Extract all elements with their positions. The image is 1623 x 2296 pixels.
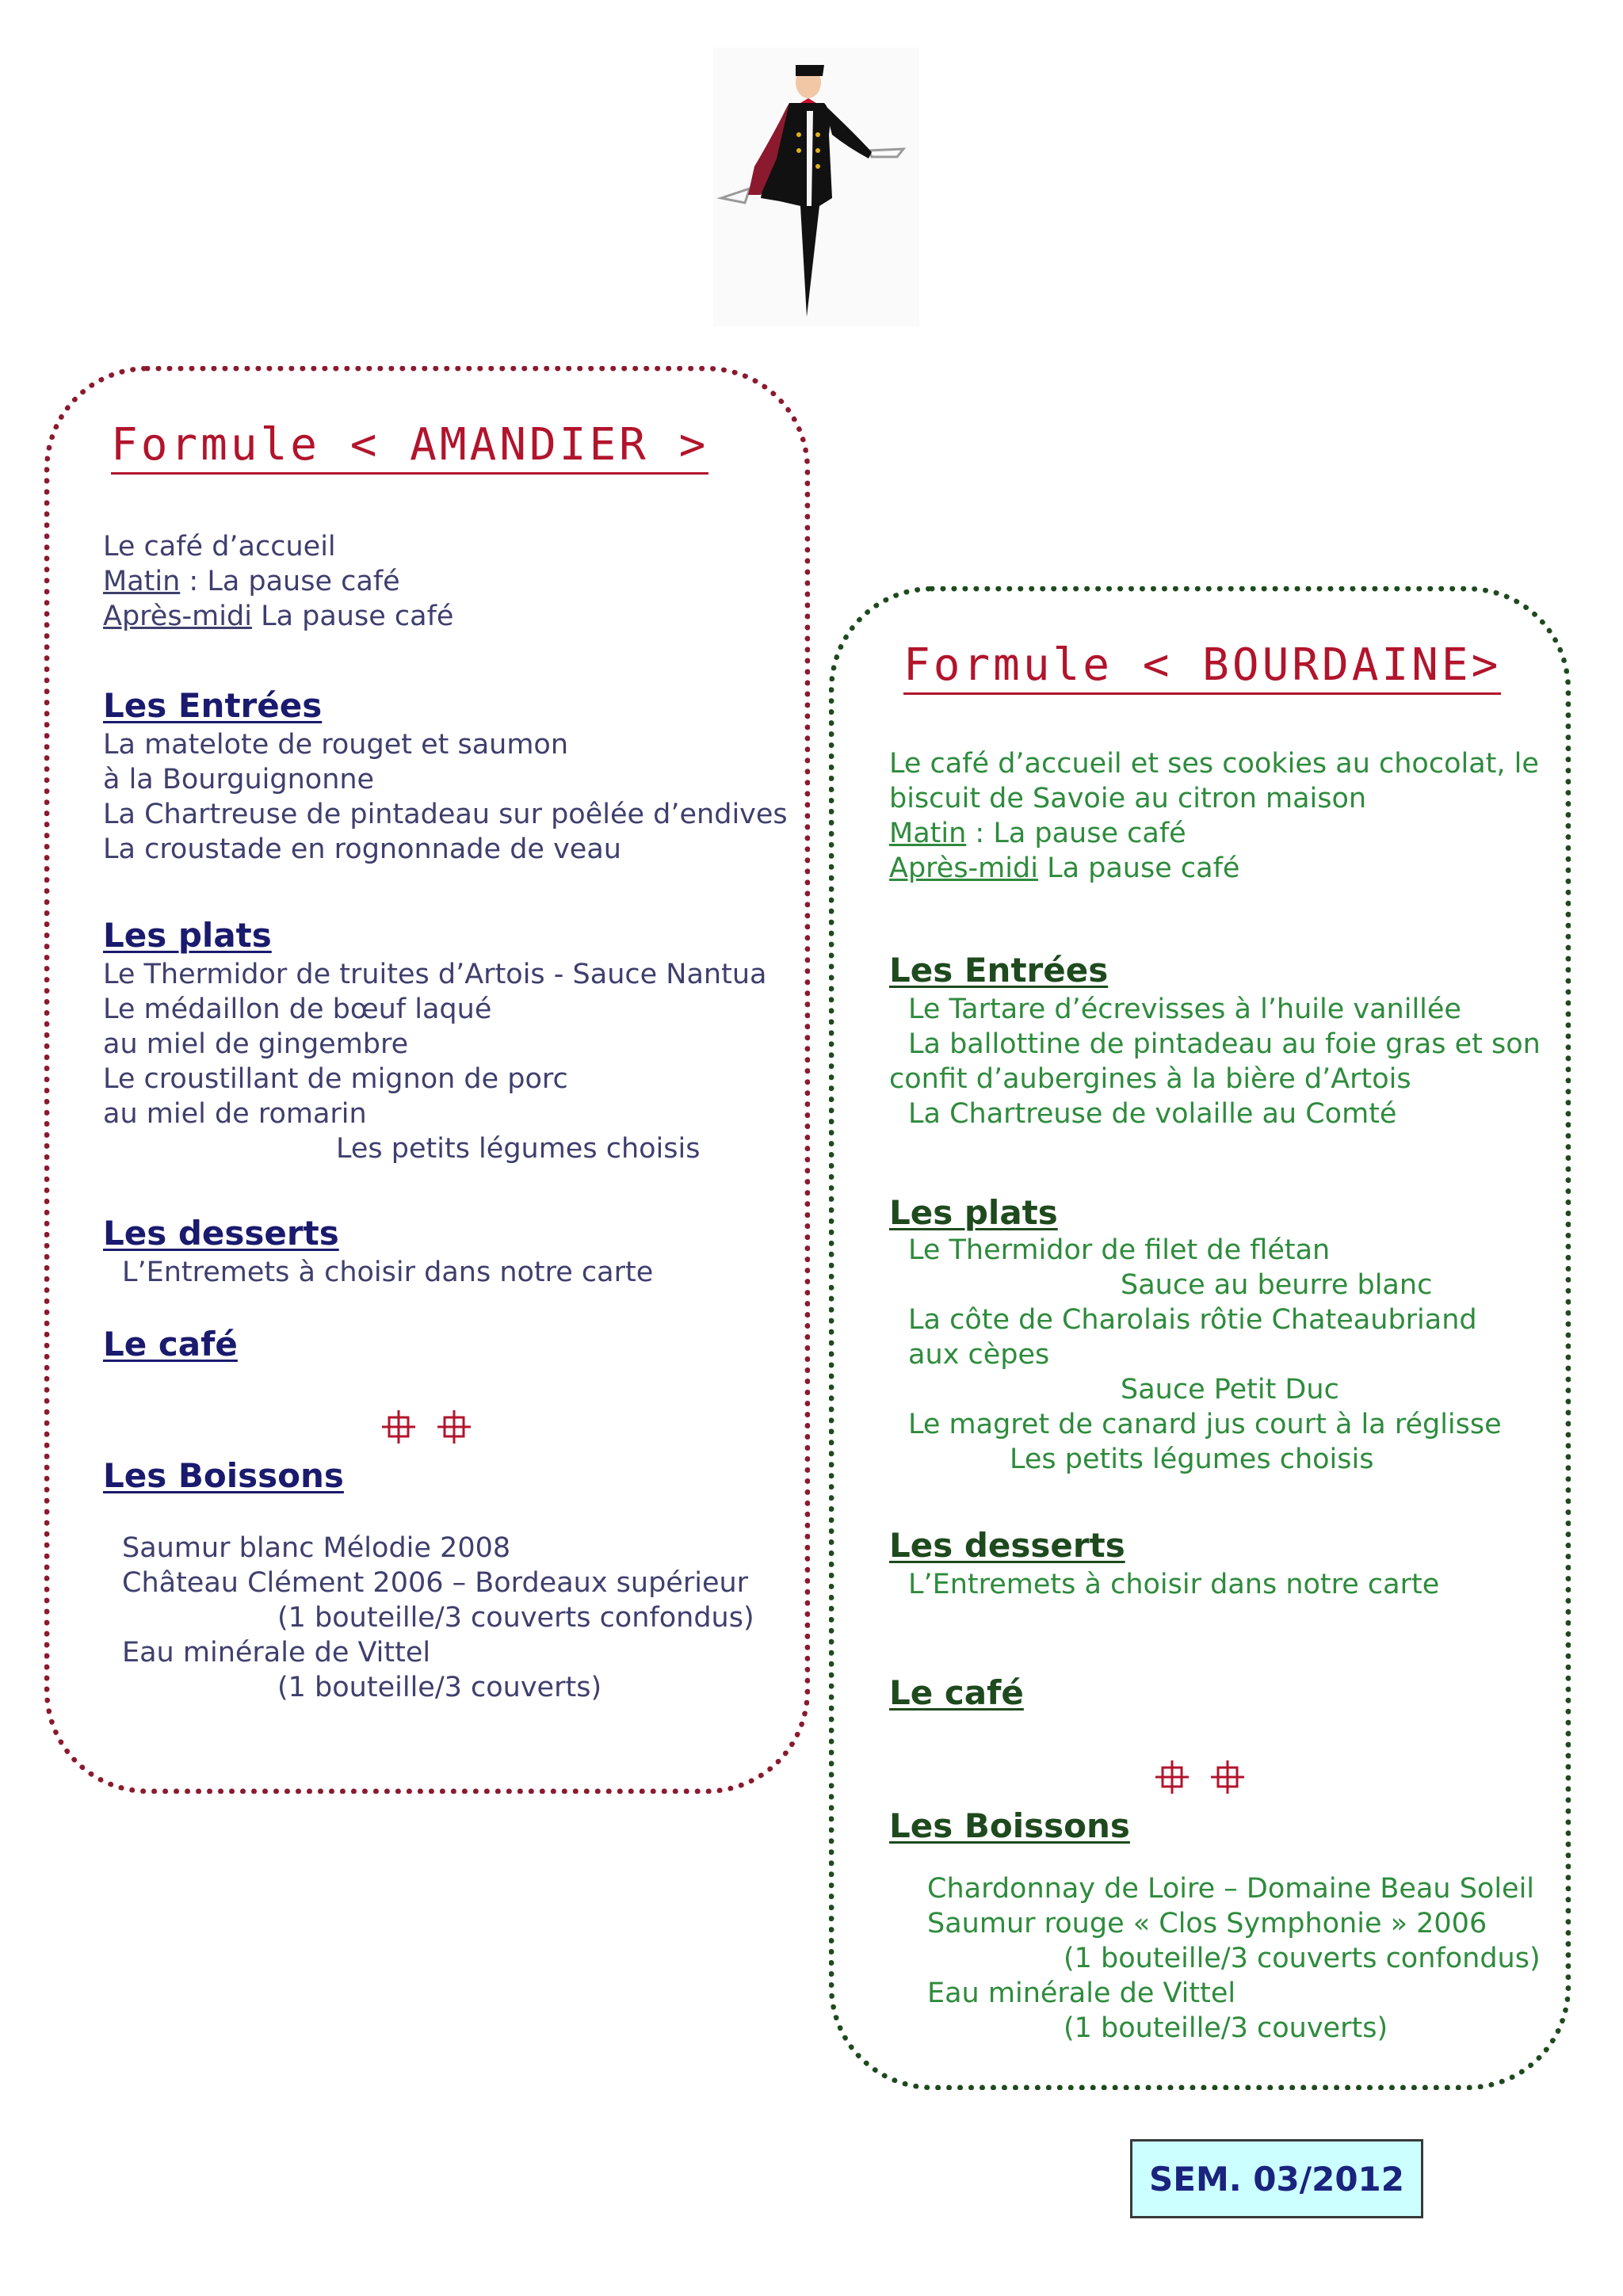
amandier-matin-link[interactable]: Matin xyxy=(103,566,181,597)
bourdaine-plat-item: Le Thermidor de filet de flétan xyxy=(908,1234,1331,1266)
amandier-plat-item: au miel de romarin xyxy=(103,1098,367,1130)
amandier-intro-2 xyxy=(103,564,400,599)
amandier-intro-1: Le café d’accueil xyxy=(103,531,336,563)
waiter-illustration-icon xyxy=(713,48,919,326)
amandier-dessert-item: L’Entremets à choisir dans notre carte xyxy=(122,1257,654,1288)
bourdaine-plat-item: Sauce Petit Duc xyxy=(1121,1374,1339,1405)
cross-ornament-icon xyxy=(382,1410,415,1444)
bourdaine-intro-2: biscuit de Savoie au citron maison xyxy=(889,783,1367,814)
amandier-boisson-item: (1 bouteille/3 couverts) xyxy=(277,1672,602,1703)
bourdaine-boisson-item: Chardonnay de Loire – Domaine Beau Soleil xyxy=(927,1873,1535,1905)
bourdaine-plats-heading: Les plats xyxy=(889,1193,1058,1232)
reference-text: SEM. 03/2012 xyxy=(1149,2159,1404,2199)
bourdaine-plat-item: aux cèpes xyxy=(908,1339,1050,1371)
cross-ornament-icon xyxy=(437,1410,471,1444)
reference-stamp xyxy=(1130,2139,1423,2218)
amandier-boisson-item: Eau minérale de Vittel xyxy=(122,1637,431,1669)
amandier-matin-text: : La pause café xyxy=(180,566,400,597)
bourdaine-boisson-item: (1 bouteille/3 couverts confondus) xyxy=(1064,1943,1541,1974)
amandier-plat-item: Le médaillon de bœuf laqué xyxy=(103,994,492,1025)
bourdaine-intro-3 xyxy=(889,816,1186,851)
formule-bourdaine-title: Formule < BOURDAINE> xyxy=(903,643,1501,695)
amandier-cafe-heading: Le café xyxy=(103,1325,238,1363)
bourdaine-entree-item: La ballottine de pintadeau au foie gras et son xyxy=(908,1028,1541,1060)
amandier-entree-item: La croustade en rognonnade de veau xyxy=(103,833,621,865)
bourdaine-apres-midi-link[interactable]: Après-midi xyxy=(889,852,1038,884)
amandier-intro-3 xyxy=(103,599,453,634)
formule-amandier-title: Formule < AMANDIER > xyxy=(111,423,708,475)
cross-ornament-icon xyxy=(1211,1760,1244,1794)
bourdaine-boisson-item: Eau minérale de Vittel xyxy=(927,1978,1236,2009)
bourdaine-plat-item: Les petits légumes choisis xyxy=(1010,1444,1374,1475)
amandier-entree-item: La Chartreuse de pintadeau sur poêlée d’endives xyxy=(103,799,788,830)
bourdaine-apres-midi-text: La pause café xyxy=(1037,852,1240,884)
bourdaine-plat-item: Le magret de canard jus court à la réglisse xyxy=(908,1409,1502,1440)
bourdaine-entree-item: confit d’aubergines à la bière d’Artois xyxy=(889,1063,1411,1095)
amandier-entrees-heading: Les Entrées xyxy=(103,686,323,725)
bourdaine-matin-link[interactable]: Matin xyxy=(889,818,967,849)
bourdaine-boisson-item: Saumur rouge « Clos Symphonie » 2006 xyxy=(927,1908,1487,1939)
amandier-plat-item: Les petits légumes choisis xyxy=(336,1133,701,1165)
bourdaine-entree-item: Le Tartare d’écrevisses à l’huile vanillée xyxy=(908,994,1461,1025)
bourdaine-intro-1: Le café d’accueil et ses cookies au chocolat, le xyxy=(889,748,1539,780)
amandier-entree-item: La matelote de rouget et saumon xyxy=(103,729,569,761)
bourdaine-entree-item: La Chartreuse de volaille au Comté xyxy=(908,1098,1397,1130)
bourdaine-entrees-heading: Les Entrées xyxy=(889,951,1109,990)
amandier-plat-item: Le croustillant de mignon de porc xyxy=(103,1063,568,1095)
amandier-entree-item: à la Bourguignonne xyxy=(103,764,375,795)
bourdaine-cafe-heading: Le café xyxy=(889,1673,1024,1712)
bourdaine-desserts-heading: Les desserts xyxy=(889,1526,1125,1565)
amandier-plats-heading: Les plats xyxy=(103,916,272,955)
amandier-boissons-heading: Les Boissons xyxy=(103,1456,344,1495)
amandier-plat-item: Le Thermidor de truites d’Artois - Sauce Nantua xyxy=(103,959,767,990)
bourdaine-plat-item: La côte de Charolais rôtie Chateaubriand xyxy=(908,1304,1477,1336)
bourdaine-dessert-item: L’Entremets à choisir dans notre carte xyxy=(908,1569,1440,1600)
amandier-plat-item: au miel de gingembre xyxy=(103,1028,409,1060)
bourdaine-boissons-heading: Les Boissons xyxy=(889,1806,1130,1845)
amandier-boisson-item: Château Clément 2006 – Bordeaux supérieur xyxy=(122,1567,749,1599)
amandier-desserts-heading: Les desserts xyxy=(103,1214,339,1253)
amandier-apres-midi-link[interactable]: Après-midi xyxy=(103,601,252,632)
amandier-boisson-item: (1 bouteille/3 couverts confondus) xyxy=(277,1602,754,1634)
amandier-apres-midi-text: La pause café xyxy=(251,601,454,632)
cross-ornament-icon xyxy=(1155,1760,1189,1794)
bourdaine-intro-4 xyxy=(889,851,1239,886)
amandier-boisson-item: Saumur blanc Mélodie 2008 xyxy=(122,1532,511,1564)
bourdaine-boisson-item: (1 bouteille/3 couverts) xyxy=(1064,2012,1388,2044)
bourdaine-plat-item: Sauce au beurre blanc xyxy=(1121,1269,1433,1301)
bourdaine-matin-text: : La pause café xyxy=(966,818,1186,849)
